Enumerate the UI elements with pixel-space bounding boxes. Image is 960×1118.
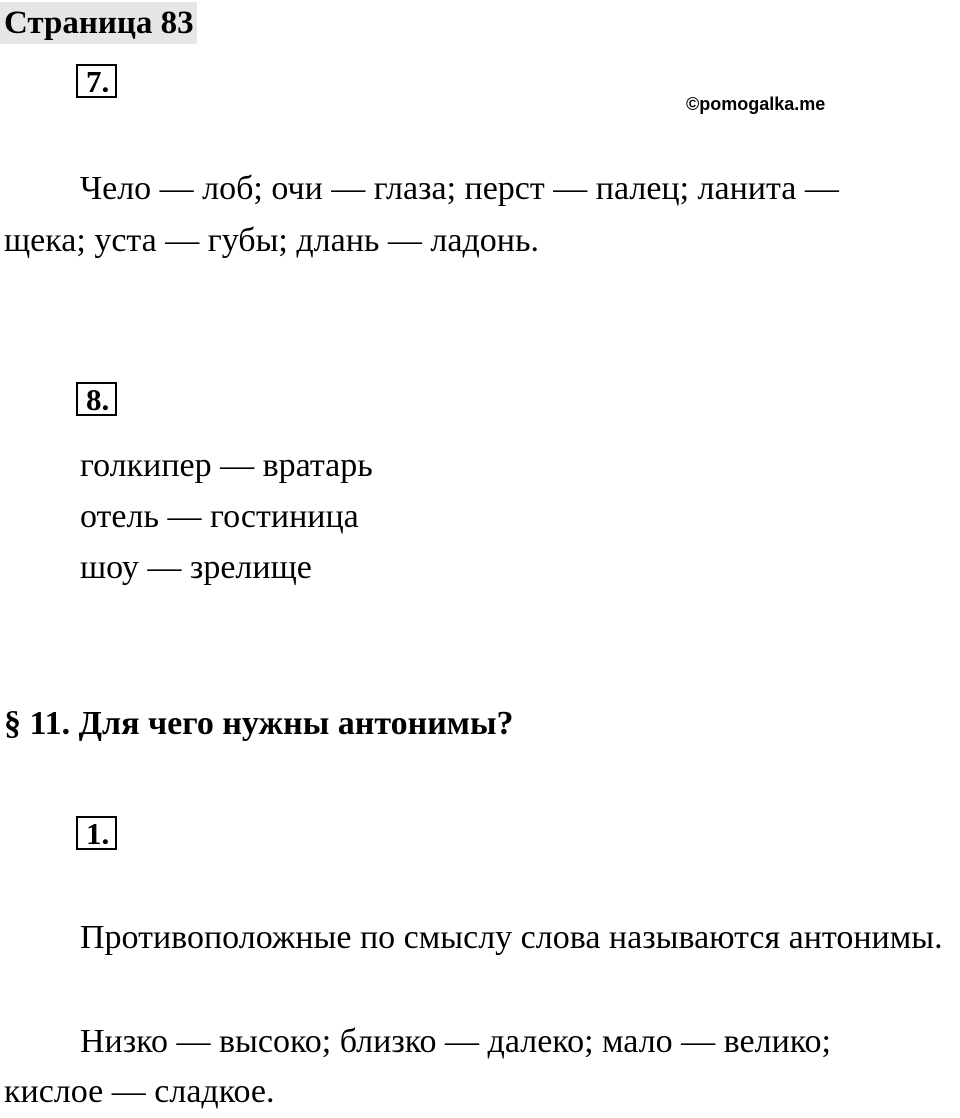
task8-pair-2: отель — гостиница [80,498,359,535]
task-number-7: 7. [76,64,117,98]
task-number-8: 8. [76,382,117,416]
task1-examples-line-2: кислое — сладкое. [4,1073,275,1110]
task7-answer-line-1: Чело — лоб; очи — глаза; перст — палец; ланита — [80,170,839,207]
task8-pair-3: шоу — зрелище [80,549,312,586]
section-heading: § 11. Для чего нужны антонимы? [4,705,514,742]
task1-examples-line-1: Низко — высоко; близко — далеко; мало — велико; [80,1023,832,1060]
task7-answer-line-2: щека; уста — губы; длань — ладонь. [4,222,539,259]
task8-pair-1: голкипер — вратарь [80,447,373,484]
watermark: ©pomogalka.me [686,94,826,114]
task-number-1: 1. [76,816,117,850]
task1-definition-paragraph: Противоположные по смыслу слова называются антонимы. [80,919,943,956]
page-title: Страница 83 [0,2,197,44]
